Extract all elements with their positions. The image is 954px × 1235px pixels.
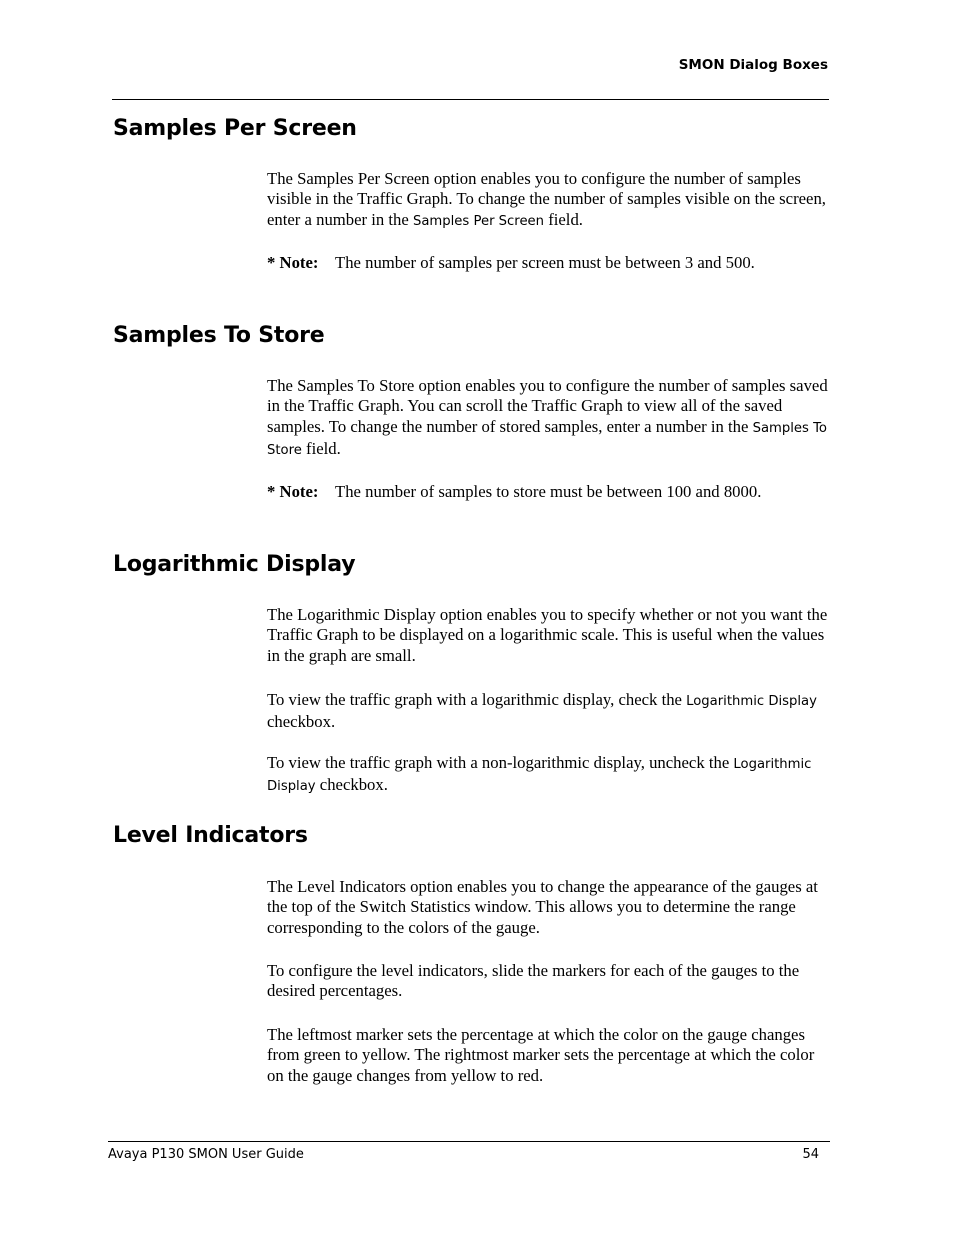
ui-term: Logarithmic Display [686,694,817,709]
running-header-title: SMON Dialog Boxes [678,57,828,73]
level-indicators-marker-explanation: The leftmost marker sets the percentage at which the color on the gauge changes from green to yellow. The rightmost marker sets the percentage at which the color on the gauge changes from yellow to red. [267,1025,815,1085]
samples-per-screen-description: The Samples Per Screen option enables you to configure the number of samples visible in the Traffic Graph. To change the number of samples visible on the screen, enter a number in the Samples Per Screen field. [267,169,826,229]
section-heading-samples-to-store: Samples To Store [113,323,325,348]
header-rule [112,99,829,100]
note-text: The number of samples to store must be between 100 and 8000. [335,482,762,501]
ui-term: Logarithmic Display [267,757,812,795]
samples-per-screen-note [267,253,829,273]
footer-rule [108,1141,830,1142]
note-text: The number of samples per screen must be between 3 and 500. [335,253,755,272]
logarithmic-display-uncheck-instruction: To view the traffic graph with a non-logarithmic display, uncheck the Logarithmic Display checkbox. [267,753,812,795]
note-label: * Note: [267,253,319,272]
section-heading-samples-per-screen: Samples Per Screen [113,116,357,141]
logarithmic-display-description: The Logarithmic Display option enables you to specify whether or not you want the Traffic Graph to be displayed on a logarithmic scale. This is useful when the values in the graph are small. [267,605,828,665]
level-indicators-configure-instruction: To configure the level indicators, slide the markers for each of the gauges to the desired percentages. [267,961,800,1001]
ui-term: Samples Per Screen [412,213,545,229]
footer-page-number: 54 [802,1147,819,1162]
level-indicators-description: The Level Indicators option enables you to change the appearance of the gauges at the top of the Switch Statistics window. This allows you to determine the range corresponding to the colors of the gauge. [267,877,818,937]
section-heading-logarithmic-display: Logarithmic Display [113,552,356,577]
ui-term: Samples To Store [267,420,827,458]
samples-to-store-description: The Samples To Store option enables you to configure the number of samples saved in the Traffic Graph. You can scroll the Traffic Graph to view all of the saved samples. To change the number of stored samples, enter a number in the Samples To Store field. [267,376,828,458]
samples-to-store-note [267,482,829,502]
logarithmic-display-check-instruction: To view the traffic graph with a logarithmic display, check the Logarithmic Display checkbox. [267,690,817,732]
note-label: * Note: [267,482,319,501]
footer-guide-title: Avaya P130 SMON User Guide [108,1147,304,1162]
section-heading-level-indicators: Level Indicators [113,823,308,848]
